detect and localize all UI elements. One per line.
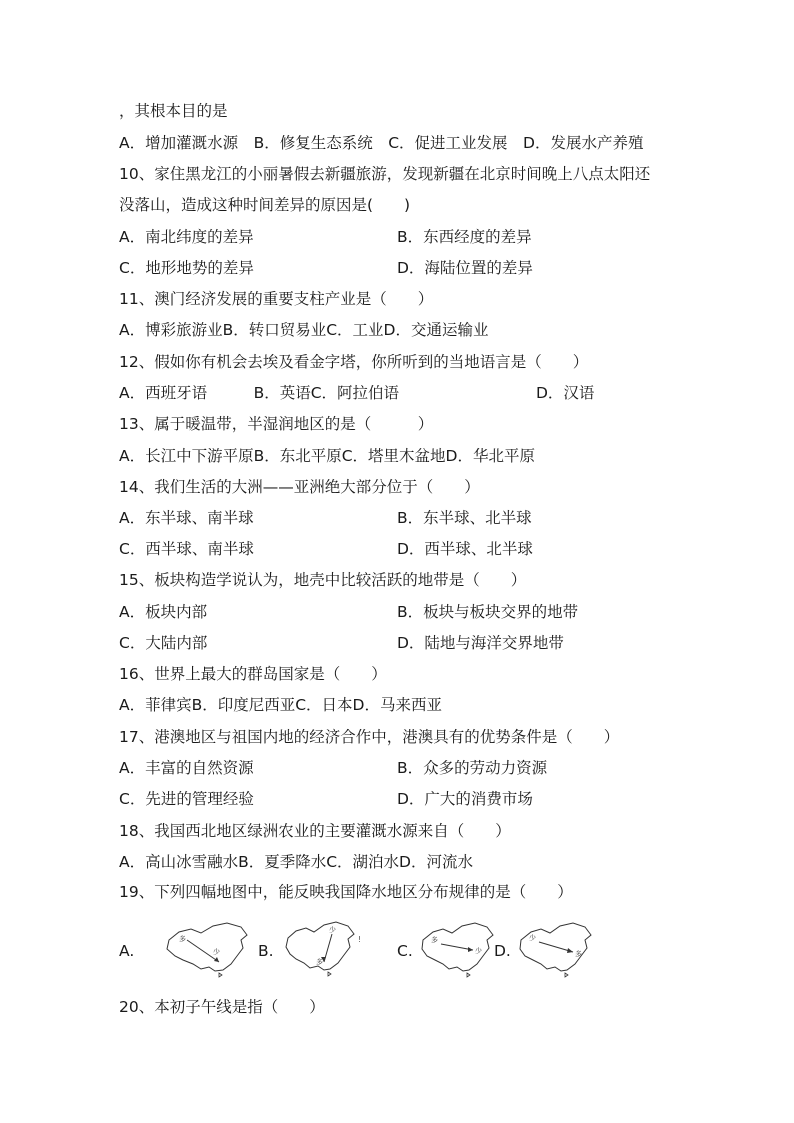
q17-option-a: A．丰富的自然资源 (119, 759, 254, 777)
map-b-word-few: 少 (329, 926, 336, 934)
q10-stem-cont: 没落山，造成这种时间差异的原因是( ) (119, 196, 411, 214)
q17-option-d: D．广大的消费市场 (397, 790, 533, 808)
q17-stem: 17、港澳地区与祖国内地的经济合作中，港澳具有的优势条件是（ ） (119, 728, 620, 746)
map-d-word-many: 多 (575, 950, 582, 958)
q12-options-abc: A．西班牙语 B．英语C．阿拉伯语 (119, 384, 400, 402)
q14-option-a: A．东半球、南半球 (119, 509, 254, 527)
map-c-word-many: 多 (431, 936, 438, 944)
q16-stem: 16、世界上最大的群岛国家是（ ） (119, 665, 387, 683)
q15-option-b: B．板块与板块交界的地带 (397, 603, 579, 621)
map-a-word-few: 少 (213, 948, 220, 956)
q11-stem: 11、澳门经济发展的重要支柱产业是（ ） (119, 290, 434, 308)
q15-option-a: A．板块内部 (119, 603, 208, 621)
q10-option-c: C．地形地势的差异 (119, 259, 254, 277)
china-map-b (284, 920, 360, 978)
q10-option-d: D．海陆位置的差异 (397, 259, 533, 277)
map-c-word-few: 少 (475, 947, 482, 955)
map-b-word-many: 多 (316, 958, 323, 966)
china-map-a (161, 920, 261, 978)
q17-option-b: B．众多的劳动力资源 (397, 759, 548, 777)
q20-stem: 20、本初子午线是指（ ） (119, 998, 325, 1016)
q18-stem: 18、我国西北地区绿洲农业的主要灌溉水源来自（ ） (119, 822, 511, 840)
q16-options: A．菲律宾B．印度尼西亚C．日本D．马来西亚 (119, 696, 442, 714)
stray-mark: ! (358, 935, 362, 944)
q12-stem: 12、假如你有机会去埃及看金字塔，你所听到的当地语言是（ ） (119, 353, 589, 371)
q19-map-options (119, 920, 619, 980)
q15-option-c: C．大陆内部 (119, 634, 208, 652)
q11-options: A．博彩旅游业B．转口贸易业C．工业D．交通运输业 (119, 321, 489, 339)
map-option-label-a: A. (119, 942, 135, 960)
q17-option-c: C．先进的管理经验 (119, 790, 254, 808)
q12-option-d: D．汉语 (536, 384, 595, 402)
china-map-d (517, 920, 597, 978)
q14-option-d: D．西半球、北半球 (397, 540, 533, 558)
q15-stem: 15、板块构造学说认为，地壳中比较活跃的地带是（ ） (119, 571, 527, 589)
map-a-word-many: 多 (179, 935, 186, 943)
q14-stem: 14、我们生活的大洲——亚洲绝大部分位于（ ） (119, 478, 480, 496)
map-option-label-c: C. (397, 942, 413, 960)
q9-options: A．增加灌溉水源 B．修复生态系统 C．促进工业发展 D．发展水产养殖 (119, 134, 644, 152)
china-map-c (419, 920, 499, 978)
text-line: ，其根本目的是 (119, 102, 228, 120)
map-d-word-few: 少 (529, 934, 536, 942)
q18-options: A．高山冰雪融水B．夏季降水C．湖泊水D．河流水 (119, 853, 473, 871)
q15-option-d: D．陆地与海洋交界地带 (397, 634, 564, 652)
q13-options: A．长江中下游平原B．东北平原C．塔里木盆地D．华北平原 (119, 447, 535, 465)
map-option-label-d: D. (494, 942, 511, 960)
q10-option-a: A．南北纬度的差异 (119, 228, 254, 246)
map-option-label-b: B. (258, 942, 274, 960)
q10-stem: 10、家住黑龙江的小丽暑假去新疆旅游，发现新疆在北京时间晚上八点太阳还 (119, 165, 651, 183)
q19-stem: 19、下列四幅地图中，能反映我国降水地区分布规律的是（ ） (119, 883, 573, 901)
q14-option-b: B．东半球、北半球 (397, 509, 532, 527)
q10-option-b: B．东西经度的差异 (397, 228, 532, 246)
q14-option-c: C．西半球、南半球 (119, 540, 254, 558)
q13-stem: 13、属于暖温带，半湿润地区的是（ ） (119, 415, 434, 433)
